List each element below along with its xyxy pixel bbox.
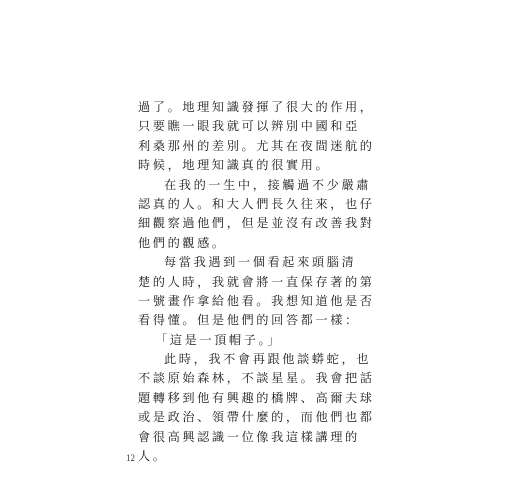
text-line: 不談原始森林，不談星星。我會把話 [138,371,375,385]
text-line: 或是政治、領帶什麼的，而他們也都 [138,410,375,424]
text-line: 只要瞧一眼我就可以辨別中國和亞 [138,119,360,133]
text-line: 過了。地理知識發揮了很大的作用， [138,100,375,114]
text-line: 利桑那州的差別。尤其在夜間迷航的 [138,139,375,153]
text-line: 題轉移到他有興趣的橋牌、高爾夫球 [138,391,375,405]
text-line: 看得懂。但是他們的回答都一樣： [138,313,360,327]
text-line: 在我的一生中，接觸過不少嚴肅 [164,178,372,192]
page-number: 12 [126,453,135,463]
text-line: 此時，我不會再跟他談蟒蛇，也 [164,352,372,366]
text-line: 一號畫作拿給他看。我想知道他是否 [138,294,375,308]
text-line: 認真的人。和大人們長久往來，也仔 [138,197,375,211]
text-line: 他們的觀感。 [138,236,227,250]
quote-line: 「這是一頂帽子。」 [155,333,282,347]
text-line: 時候，地理知識真的很實用。 [138,158,331,172]
text-line: 人。 [138,449,168,463]
text-line: 會很高興認識一位像我這樣講理的 [138,430,360,444]
text-line: 楚的人時，我就會將一直保存著的第 [138,275,375,289]
text-line: 每當我遇到一個看起來頭腦清 [164,255,357,269]
text-line: 細觀察過他們，但是並沒有改善我對 [138,216,375,230]
